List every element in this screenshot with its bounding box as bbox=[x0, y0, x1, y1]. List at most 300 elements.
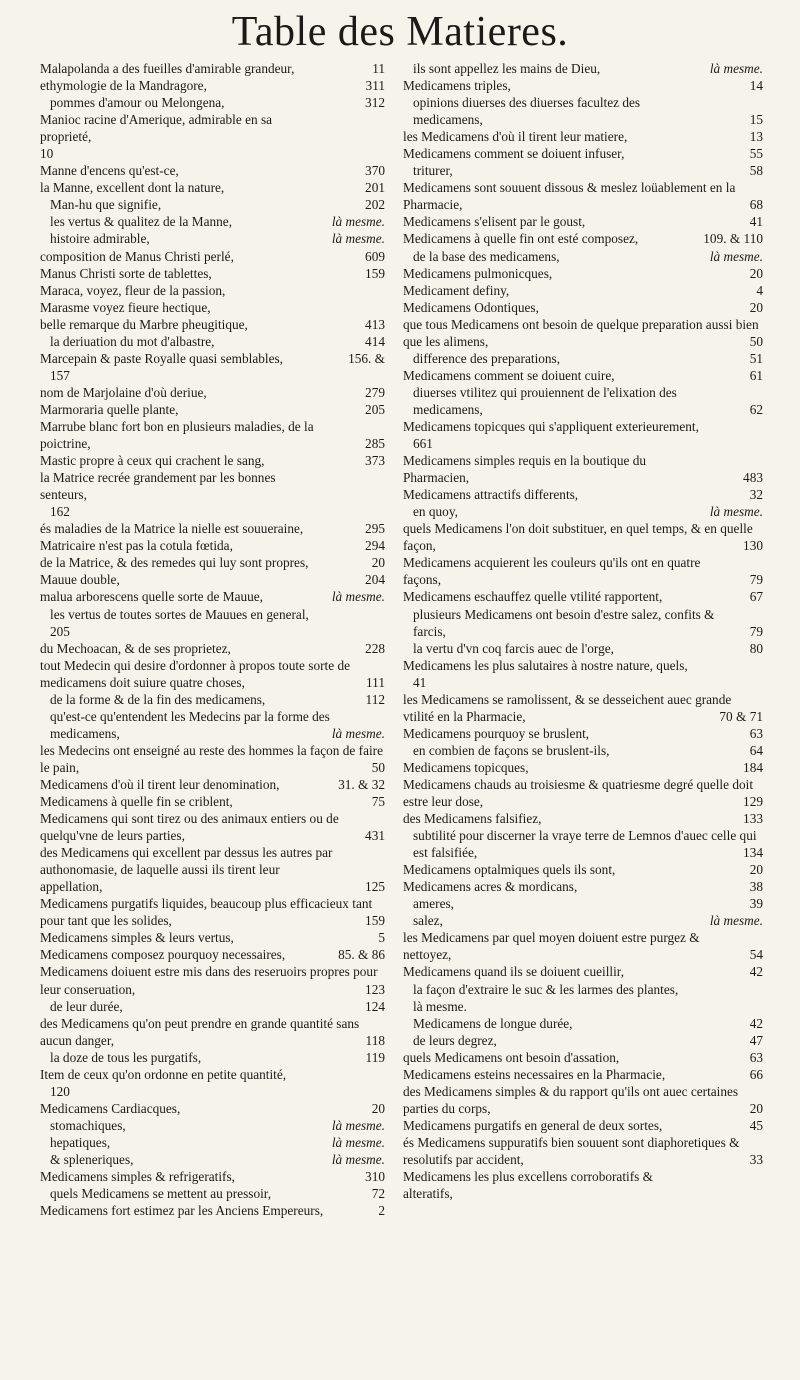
index-entry bbox=[40, 384, 385, 401]
entry-page-ref: 133 bbox=[743, 811, 763, 827]
entry-page-ref: 20 bbox=[371, 1100, 385, 1116]
index-entry bbox=[403, 230, 763, 247]
index-entry bbox=[40, 588, 385, 605]
index-entry bbox=[40, 520, 385, 537]
entry-text: 120 bbox=[50, 1083, 70, 1099]
entry-text: la façon d'extraire le suc & les larmes des plantes, bbox=[413, 981, 679, 997]
entry-text: Medicamens triples, bbox=[403, 78, 511, 94]
entry-page-ref: 112 bbox=[365, 691, 385, 707]
index-entry bbox=[40, 1100, 385, 1117]
entry-text: stomachiques, bbox=[50, 1117, 126, 1133]
entry-text: Medicamens purgatifs en general de deux sortes, bbox=[403, 1117, 663, 1133]
index-entry bbox=[40, 1015, 385, 1049]
index-entry bbox=[40, 1049, 385, 1066]
index-entry bbox=[403, 316, 763, 350]
entry-page-ref: 63 bbox=[749, 1049, 763, 1065]
entry-page-ref: là mesme. bbox=[331, 231, 385, 247]
index-entry bbox=[40, 213, 385, 230]
entry-page-ref: 123 bbox=[365, 981, 385, 997]
index-entry bbox=[403, 878, 763, 895]
entry-text: les Medecins ont enseigné au reste des hommes la façon de faire le pain, bbox=[40, 742, 384, 775]
entry-text: diuerses vtilitez qui prouiennent de l'elixation des medicamens, bbox=[413, 384, 677, 417]
index-entry bbox=[403, 588, 763, 605]
entry-text: Medicamens esteins necessaires en la Pharmacie, bbox=[403, 1066, 666, 1082]
index-entry bbox=[40, 776, 385, 793]
entry-text: Medicamens pulmonicques, bbox=[403, 265, 553, 281]
entry-page-ref: 124 bbox=[365, 998, 385, 1014]
entry-page-ref: 38 bbox=[749, 879, 763, 895]
entry-text: que tous Medicamens ont besoin de quelque preparation aussi bien que les alimens, bbox=[403, 316, 759, 349]
entry-page-ref: 125 bbox=[365, 879, 385, 895]
entry-text: Medicamens eschauffez quelle vtilité rapportent, bbox=[403, 589, 663, 605]
entry-text: des Medicamens qu'on peut prendre en grande quantité sans aucun danger, bbox=[40, 1015, 360, 1048]
entry-page-ref: 15 bbox=[749, 112, 763, 128]
entry-page-ref: là mesme. bbox=[709, 61, 763, 76]
entry-text: des Medicamens qui excellent par dessus les autres par authonomasie, de laquelle aussi ils tirent leur appellation, bbox=[40, 845, 333, 895]
index-entry bbox=[40, 162, 385, 179]
index-entry bbox=[40, 793, 385, 810]
entry-text: la Manne, excellent dont la nature, bbox=[40, 180, 225, 196]
entry-text: Medicamens chauds au troisiesme & quatriesme degré quelle doit estre leur dose, bbox=[403, 776, 754, 810]
index-entry bbox=[40, 401, 385, 418]
index-entry bbox=[403, 861, 763, 878]
index-entry bbox=[40, 1083, 385, 1100]
index-entry bbox=[403, 435, 763, 452]
entry-text: en combien de façons se bruslent-ils, bbox=[413, 742, 610, 758]
index-entry bbox=[40, 1151, 385, 1168]
entry-text: quels Medicamens ont besoin d'assation, bbox=[403, 1049, 620, 1065]
entry-page-ref: 431 bbox=[365, 828, 385, 844]
entry-page-ref: 45 bbox=[749, 1117, 763, 1133]
index-entry bbox=[40, 77, 385, 94]
entry-text: la doze de tous les purgatifs, bbox=[50, 1049, 202, 1065]
entry-page-ref: 14 bbox=[749, 78, 763, 94]
entry-text: Medicamens comment se doiuent infuser, bbox=[403, 146, 625, 162]
index-entry bbox=[403, 776, 763, 810]
entry-text: en quoy, bbox=[413, 504, 458, 520]
index-entry bbox=[403, 998, 763, 1015]
index-entry bbox=[40, 691, 385, 708]
index-entry bbox=[40, 537, 385, 554]
entry-page-ref: là mesme. bbox=[331, 1134, 385, 1150]
index-entry bbox=[40, 1066, 385, 1083]
entry-page-ref: 156. & bbox=[348, 350, 385, 366]
entry-page-ref: 609 bbox=[365, 248, 385, 264]
entry-page-ref: 55 bbox=[749, 146, 763, 162]
entry-page-ref: 184 bbox=[743, 759, 763, 775]
entry-text: Matricaire n'est pas la cotula fœtida, bbox=[40, 538, 233, 554]
entry-text: Item de ceux qu'on ordonne en petite quantité, bbox=[40, 1066, 287, 1082]
index-entry bbox=[403, 367, 763, 384]
index-entry bbox=[403, 640, 763, 657]
entry-text: la vertu d'vn coq farcis auec de l'orge, bbox=[413, 640, 614, 656]
index-entry bbox=[40, 708, 385, 742]
index-entry bbox=[403, 60, 763, 77]
entry-text: qu'est-ce qu'entendent les Medecins par la forme des medicamens, bbox=[50, 708, 330, 741]
entry-page-ref: 70 & 71 bbox=[719, 708, 763, 724]
entry-page-ref: 20 bbox=[749, 299, 763, 315]
entry-page-ref: 129 bbox=[743, 794, 763, 810]
index-entry bbox=[40, 265, 385, 282]
index-entry bbox=[403, 282, 763, 299]
left-column bbox=[40, 60, 385, 1219]
index-entry bbox=[403, 895, 763, 912]
entry-text: nom de Marjolaine d'où deriue, bbox=[40, 384, 207, 400]
entry-text: des Medicamens simples & du rapport qu'ils ont auec certaines parties du corps, bbox=[403, 1083, 739, 1116]
entry-page-ref: 51 bbox=[749, 350, 763, 366]
entry-page-ref: 109. & 110 bbox=[703, 231, 763, 247]
entry-text: les vertus de toutes sortes de Mauues en general, bbox=[50, 606, 309, 622]
entry-page-ref: 201 bbox=[365, 180, 385, 196]
index-entry bbox=[403, 1032, 763, 1049]
entry-text: Man-hu que signifie, bbox=[50, 197, 162, 213]
entry-page-ref: 119 bbox=[365, 1049, 385, 1065]
entry-page-ref: 66 bbox=[749, 1066, 763, 1082]
index-entry bbox=[403, 963, 763, 980]
index-entry bbox=[403, 350, 763, 367]
entry-text: histoire admirable, bbox=[50, 231, 150, 247]
entry-text: tout Medecin qui desire d'ordonner à propos toute sorte de medicamens doit suiure quatre choses, bbox=[40, 657, 350, 690]
index-entry bbox=[403, 162, 763, 179]
index-entry bbox=[403, 827, 763, 861]
entry-text: difference des preparations, bbox=[413, 350, 561, 366]
index-entry bbox=[403, 179, 763, 213]
entry-text: Medicamens quand ils se doiuent cueillir, bbox=[403, 964, 625, 980]
index-entry bbox=[40, 1168, 385, 1185]
index-entry bbox=[40, 248, 385, 265]
index-entry bbox=[40, 998, 385, 1015]
entry-text: 162 bbox=[50, 504, 70, 520]
entry-page-ref: 202 bbox=[365, 197, 385, 213]
entry-page-ref: 159 bbox=[365, 265, 385, 281]
entry-page-ref: 373 bbox=[365, 453, 385, 469]
entry-text: Medicamens Cardiacques, bbox=[40, 1100, 181, 1116]
index-entry bbox=[40, 282, 385, 299]
entry-text: Medicamens simples & refrigeratifs, bbox=[40, 1169, 235, 1185]
entry-page-ref: 159 bbox=[365, 913, 385, 929]
index-entry bbox=[403, 810, 763, 827]
index-entry bbox=[40, 94, 385, 111]
index-entry bbox=[403, 725, 763, 742]
entry-text: Medicamens topicques, bbox=[403, 759, 529, 775]
entry-text: Medicamens qui sont tirez ou des animaux entiers ou de quelqu'vne de leurs parties, bbox=[40, 811, 339, 844]
index-entry bbox=[40, 196, 385, 213]
index-entry bbox=[403, 418, 763, 435]
entry-page-ref: 118 bbox=[365, 1032, 385, 1048]
entry-page-ref: 11 bbox=[372, 61, 385, 76]
entry-text: Medicamens simples requis en la boutique du Pharmacien, bbox=[403, 453, 646, 486]
entry-page-ref: 312 bbox=[365, 95, 385, 111]
entry-page-ref: 50 bbox=[749, 333, 763, 349]
index-entry bbox=[40, 554, 385, 571]
entry-text: du Mechoacan, & de ses proprietez, bbox=[40, 640, 231, 656]
entry-text: 41 bbox=[413, 674, 427, 690]
index-entry bbox=[40, 111, 385, 145]
entry-page-ref: 204 bbox=[365, 572, 385, 588]
index-entry bbox=[403, 1117, 763, 1134]
entry-text: Medicamens acres & mordicans, bbox=[403, 879, 578, 895]
entry-text: là mesme. bbox=[413, 998, 467, 1014]
entry-text: les Medicamens par quel moyen doiuent estre purgez & nettoyez, bbox=[403, 930, 700, 963]
entry-text: 205 bbox=[50, 623, 70, 639]
entry-text: quels Medicamens l'on doit substituer, en quel temps, & en quelle façon, bbox=[403, 521, 753, 554]
entry-text: Medicamens pourquoy se bruslent, bbox=[403, 725, 590, 741]
index-entry bbox=[403, 145, 763, 162]
entry-page-ref: 47 bbox=[749, 1032, 763, 1048]
entry-text: Medicamens attractifs differents, bbox=[403, 487, 579, 503]
entry-page-ref: 111 bbox=[366, 674, 385, 690]
entry-page-ref: 4 bbox=[756, 282, 763, 298]
index-entry bbox=[403, 606, 763, 640]
entry-text: Medicamens à quelle fin ont esté composez, bbox=[403, 231, 639, 247]
entry-page-ref: 79 bbox=[749, 572, 763, 588]
entry-text: Manioc racine d'Amerique, admirable en sa proprieté, bbox=[40, 112, 273, 145]
entry-page-ref: 483 bbox=[743, 470, 763, 486]
entry-page-ref: 20 bbox=[371, 555, 385, 571]
index-entry bbox=[403, 520, 763, 554]
index-entry bbox=[403, 248, 763, 265]
entry-page-ref: 42 bbox=[749, 964, 763, 980]
entry-page-ref: 5 bbox=[378, 930, 385, 946]
entry-text: les Medicamens d'où il tirent leur matiere, bbox=[403, 129, 628, 145]
entry-page-ref: 50 bbox=[371, 759, 385, 775]
entry-text: Marmoraria quelle plante, bbox=[40, 401, 179, 417]
index-entry bbox=[403, 1168, 763, 1202]
entry-text: Malapolanda a des fueilles d'amirable grandeur, bbox=[40, 61, 295, 76]
index-entry bbox=[403, 299, 763, 316]
index-entry bbox=[40, 929, 385, 946]
entry-text: Medicamens les plus salutaires à nostre nature, quels, bbox=[403, 657, 688, 673]
entry-text: la Matrice recrée grandement par les bonnes senteurs, bbox=[40, 470, 276, 503]
entry-text: Manus Christi sorte de tablettes, bbox=[40, 265, 212, 281]
entry-page-ref: 68 bbox=[749, 197, 763, 213]
entry-text: Medicamens les plus excellens corroboratifs & alteratifs, bbox=[403, 1169, 653, 1202]
index-entry bbox=[40, 1202, 385, 1219]
entry-text: les vertus & qualitez de la Manne, bbox=[50, 214, 233, 230]
entry-page-ref: là mesme. bbox=[709, 913, 763, 929]
index-entry bbox=[40, 657, 385, 691]
index-entry bbox=[403, 77, 763, 94]
entry-page-ref: 33 bbox=[749, 1152, 763, 1167]
entry-text: Medicamens optalmiques quels ils sont, bbox=[403, 862, 616, 878]
entry-text: Medicamens Odontiques, bbox=[403, 299, 539, 315]
entry-page-ref: là mesme. bbox=[331, 589, 385, 605]
index-entry bbox=[40, 810, 385, 844]
entry-page-ref: 58 bbox=[749, 163, 763, 179]
entry-page-ref: 414 bbox=[365, 333, 385, 349]
entry-page-ref: 295 bbox=[365, 521, 385, 537]
entry-page-ref: là mesme. bbox=[331, 725, 385, 741]
entry-page-ref: 54 bbox=[749, 947, 763, 963]
entry-page-ref: 134 bbox=[743, 845, 763, 861]
entry-page-ref: là mesme. bbox=[331, 1117, 385, 1133]
entry-page-ref: 75 bbox=[371, 794, 385, 810]
entry-text: plusieurs Medicamens ont besoin d'estre salez, confits & farcis, bbox=[413, 606, 715, 639]
entry-text: salez, bbox=[413, 913, 443, 929]
index-entry bbox=[403, 981, 763, 998]
entry-text: Marasme voyez fieure hectique, bbox=[40, 299, 211, 315]
entry-page-ref: 32 bbox=[749, 487, 763, 503]
entry-page-ref: 42 bbox=[749, 1015, 763, 1031]
index-entry bbox=[403, 213, 763, 230]
entry-text: Medicamens topicques qui s'appliquent exterieurement, bbox=[403, 418, 699, 434]
index-entry bbox=[40, 60, 385, 77]
index-entry bbox=[403, 691, 763, 725]
entry-page-ref: là mesme. bbox=[331, 1152, 385, 1167]
index-entry bbox=[403, 657, 763, 674]
index-entry bbox=[403, 1066, 763, 1083]
entry-page-ref: 20 bbox=[749, 265, 763, 281]
index-entry bbox=[40, 316, 385, 333]
entry-page-ref: 20 bbox=[749, 1100, 763, 1116]
index-entry bbox=[403, 1015, 763, 1032]
entry-text: Mauue double, bbox=[40, 572, 120, 588]
index-entry bbox=[40, 230, 385, 247]
index-entry bbox=[40, 503, 385, 520]
index-entry bbox=[403, 742, 763, 759]
entry-text: és Medicamens suppuratifs bien souuent sont diaphoretiques & resolutifs par accident, bbox=[403, 1134, 740, 1167]
entry-text: ameres, bbox=[413, 896, 454, 912]
index-entry bbox=[40, 1117, 385, 1134]
entry-text: Medicamens purgatifs liquides, beaucoup plus efficacieux tant pour tant que les solides, bbox=[40, 896, 373, 929]
entry-text: de la base des medicamens, bbox=[413, 248, 560, 264]
entry-text: hepatiques, bbox=[50, 1134, 111, 1150]
entry-page-ref: 311 bbox=[365, 78, 385, 94]
entry-page-ref: 413 bbox=[365, 316, 385, 332]
entry-page-ref: 63 bbox=[749, 725, 763, 741]
entry-text: Medicamens composez pourquoy necessaires, bbox=[40, 947, 286, 963]
entry-text: la deriuation du mot d'albastre, bbox=[50, 333, 215, 349]
entry-text: de la forme & de la fin des medicamens, bbox=[50, 691, 266, 707]
entry-text: les Medicamens se ramolissent, & se desseichent auec grande vtilité en la Pharmacie, bbox=[403, 691, 732, 724]
entry-text: Medicamens fort estimez par les Anciens Empereurs, bbox=[40, 1203, 324, 1219]
index-entry bbox=[40, 299, 385, 316]
index-entry bbox=[40, 606, 385, 623]
entry-page-ref: 294 bbox=[365, 538, 385, 554]
entry-text: ils sont appellez les mains de Dieu, bbox=[413, 61, 601, 76]
page-title: Table des Matieres. bbox=[231, 9, 569, 55]
index-entry bbox=[40, 1185, 385, 1202]
entry-text: Medicamens comment se doiuent cuire, bbox=[403, 367, 615, 383]
entry-page-ref: 67 bbox=[749, 589, 763, 605]
entry-text: Medicamens simples & leurs vertus, bbox=[40, 930, 234, 946]
index-entry bbox=[40, 452, 385, 469]
index-entry bbox=[40, 946, 385, 963]
entry-text: de leurs degrez, bbox=[413, 1032, 497, 1048]
entry-text: és maladies de la Matrice la nielle est souueraine, bbox=[40, 521, 304, 537]
index-entry bbox=[40, 571, 385, 588]
index-entry bbox=[403, 1083, 763, 1117]
entry-text: des Medicamens falsifiez, bbox=[403, 811, 542, 827]
entry-page-ref: 310 bbox=[365, 1169, 385, 1185]
entry-page-ref: 79 bbox=[749, 623, 763, 639]
entry-page-ref: 13 bbox=[749, 129, 763, 145]
entry-page-ref: là mesme. bbox=[709, 504, 763, 520]
index-entry bbox=[403, 452, 763, 486]
index-entry bbox=[40, 742, 385, 776]
index-entry bbox=[40, 1134, 385, 1151]
index-entry bbox=[40, 640, 385, 657]
entry-page-ref: 39 bbox=[749, 896, 763, 912]
entry-text: Maraca, voyez, fleur de la passion, bbox=[40, 282, 226, 298]
index-entry bbox=[403, 486, 763, 503]
index-entry bbox=[40, 844, 385, 895]
index-entry bbox=[40, 367, 385, 384]
index-entry bbox=[40, 623, 385, 640]
right-column bbox=[403, 60, 763, 1202]
index-entry bbox=[40, 333, 385, 350]
entry-text: pommes d'amour ou Melongena, bbox=[50, 95, 225, 111]
entry-text: Medicamens à quelle fin se criblent, bbox=[40, 794, 233, 810]
index-entry bbox=[40, 963, 385, 997]
index-entry bbox=[403, 384, 763, 418]
index-entry bbox=[403, 759, 763, 776]
entry-page-ref: 228 bbox=[365, 640, 385, 656]
entry-text: opinions diuerses des diuerses facultez des medicamens, bbox=[413, 95, 641, 128]
entry-page-ref: 61 bbox=[749, 367, 763, 383]
entry-text: Medicamens s'elisent par le goust, bbox=[403, 214, 586, 230]
entry-text: Medicamens d'où il tirent leur denomination, bbox=[40, 776, 280, 792]
entry-text: Manne d'encens qu'est-ce, bbox=[40, 163, 179, 179]
entry-text: malua arborescens quelle sorte de Mauue, bbox=[40, 589, 264, 605]
entry-page-ref: 130 bbox=[743, 538, 763, 554]
entry-text: 157 bbox=[50, 367, 70, 383]
entry-page-ref: 2 bbox=[378, 1203, 385, 1219]
entry-text: 661 bbox=[413, 436, 433, 452]
index-entry bbox=[40, 469, 385, 503]
entry-text: Medicamens de longue durée, bbox=[413, 1015, 573, 1031]
index-entry bbox=[403, 1134, 763, 1168]
index-entry bbox=[403, 265, 763, 282]
entry-page-ref: 41 bbox=[749, 214, 763, 230]
entry-text: 10 bbox=[40, 146, 54, 162]
entry-text: belle remarque du Marbre pheugitique, bbox=[40, 316, 248, 332]
entry-text: Medicament definy, bbox=[403, 282, 510, 298]
index-entry bbox=[40, 350, 385, 367]
entry-text: composition de Manus Christi perlé, bbox=[40, 248, 234, 264]
entry-text: Marcepain & paste Royalle quasi semblables, bbox=[40, 350, 283, 366]
entry-text: de la Matrice, & des remedes qui luy sont propres, bbox=[40, 555, 309, 571]
index-entry bbox=[40, 145, 385, 162]
entry-page-ref: 20 bbox=[749, 862, 763, 878]
entry-text: Marrube blanc fort bon en plusieurs maladies, de la poictrine, bbox=[40, 418, 314, 452]
entry-text: quels Medicamens se mettent au pressoir, bbox=[50, 1186, 272, 1202]
entry-text: subtilité pour discerner la vraye terre de Lemnos d'auec celle qui est falsifiée, bbox=[413, 828, 757, 861]
entry-text: & spleneriques, bbox=[50, 1152, 134, 1167]
entry-page-ref: là mesme. bbox=[331, 214, 385, 230]
entry-text: ethymologie de la Mandragore, bbox=[40, 78, 207, 94]
index-entry bbox=[403, 912, 763, 929]
entry-text: triturer, bbox=[413, 163, 453, 179]
index-entry bbox=[403, 1049, 763, 1066]
entry-text: Medicamens doiuent estre mis dans des reseruoirs propres pour leur conseruation, bbox=[40, 964, 378, 997]
entry-page-ref: 80 bbox=[749, 640, 763, 656]
entry-text: Mastic propre à ceux qui crachent le sang, bbox=[40, 453, 265, 469]
index-entry bbox=[40, 179, 385, 196]
entry-page-ref: 85. & 86 bbox=[338, 947, 385, 963]
index-entry bbox=[403, 94, 763, 128]
entry-page-ref: 31. & 32 bbox=[338, 776, 385, 792]
entry-page-ref: là mesme. bbox=[709, 248, 763, 264]
entry-text: de leur durée, bbox=[50, 998, 123, 1014]
index-entry bbox=[403, 128, 763, 145]
entry-page-ref: 62 bbox=[749, 401, 763, 417]
index-entry bbox=[403, 929, 763, 963]
entry-page-ref: 205 bbox=[365, 401, 385, 417]
entry-page-ref: 285 bbox=[365, 436, 385, 452]
entry-page-ref: 279 bbox=[365, 384, 385, 400]
entry-page-ref: 370 bbox=[365, 163, 385, 179]
